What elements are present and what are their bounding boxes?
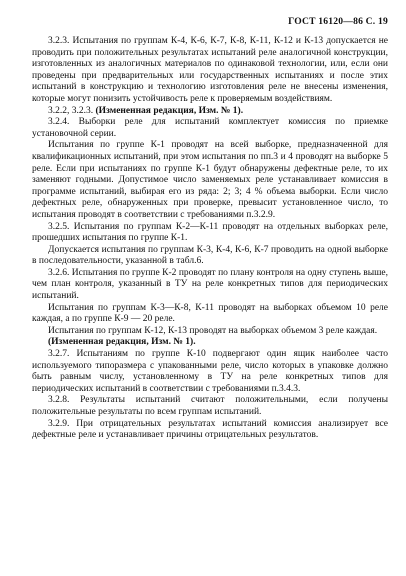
paragraph-3-2-9: 3.2.9. При отрицательных результатах испытаний комиссия анализирует все дефектные реле и устанавливает причины отрицательных результатов. [32,418,388,441]
paragraph-3-2-5: 3.2.5. Испытания по группам К-2—К-11 проводят на отдельных выборках реле, прошедших испытания по группе К-1. [32,221,388,244]
amendment-label: (Измененная редакция, Изм. № 1). [95,105,244,116]
document-body [32,36,388,442]
amendment-note-3-2-2-3-2-3 [32,106,388,118]
amendment-note: (Измененная редакция, Изм. № 1). [48,337,196,348]
amendment-clause-ref: 3.2.2, 3.2.3. [48,105,96,116]
paragraph-sample-size-k3-k11: Испытания по группам К-3—К-8, К-11 проводят на выборках объемом 10 реле каждая, а по группе К-9 — 20 реле. [32,302,388,325]
running-header: ГОСТ 16120—86 С. 19 [288,16,388,27]
paragraph-combined-samples: Допускается испытания по группам К-3, К-4, К-6, К-7 проводить на одной выборке в последовательности, указанной в табл.6. [32,244,388,267]
paragraph-sample-size-k12-k13: Испытания по группам К-12, К-13 проводят на выборках объемом 3 реле каждая. [48,325,378,336]
paragraph-3-2-7: 3.2.7. Испытаниям по группе К-10 подвергают один ящик наиболее часто используемого типоразмера с упакованными реле, число которых в упаковке должно быть равным числу, установленному в ТУ на реле конкретных типов для периодических испытаний в соответствии с требованиями п.3.4.3. [32,349,388,394]
paragraph-3-2-4: 3.2.4. Выборки реле для испытаний комплектует комиссия по приемке установочной серии. [32,117,388,139]
paragraph-group-k1: Испытания по группе К-1 проводят на всей выборке, предназначенной для квалификационных испытаний, при этом испытания по пп.3 и 4 проводят на выборке 5 реле. Если при испытаниях по группе К-1 будут обнаружены дефектные реле, то их заменяют годными. Допустимое число заменяемых реле устанавливает комиссия в программе испытаний, выбирая его из ряда: 2; 3; 4 % объема выборки. Если число дефектных реле, обнаруженных при проверке, превысит установленное число, то испытания проводят в соответствии с требованиями п.3.2.9. [32,140,388,220]
paragraph-3-2-3: 3.2.3. Испытания по группам К-4, К-6, К-7, К-8, К-11, К-12 и К-13 допускается не проводить при положительных результатах испытаний реле аналогичной конструкции, изготовленных из аналогичных материалов по одинаковой технологии, или, если они проведены при предварительных или государственных испытаниях и после этих испытаний в конструкцию и технологию изготовления реле не внесены изменения, которые могут понизить устойчивость реле к проверяемым воздействиям. [32,36,388,104]
paragraph-3-2-8: 3.2.8. Результаты испытаний считают положительными, если получены положительные результаты по всем группам испытаний. [32,395,388,417]
paragraph-3-2-6: 3.2.6. Испытания по группе К-2 проводят по плану контроля на одну ступень выше, чем план контроля, указанный в ТУ на реле конкретных типов для периодических испытаний. [32,267,388,302]
